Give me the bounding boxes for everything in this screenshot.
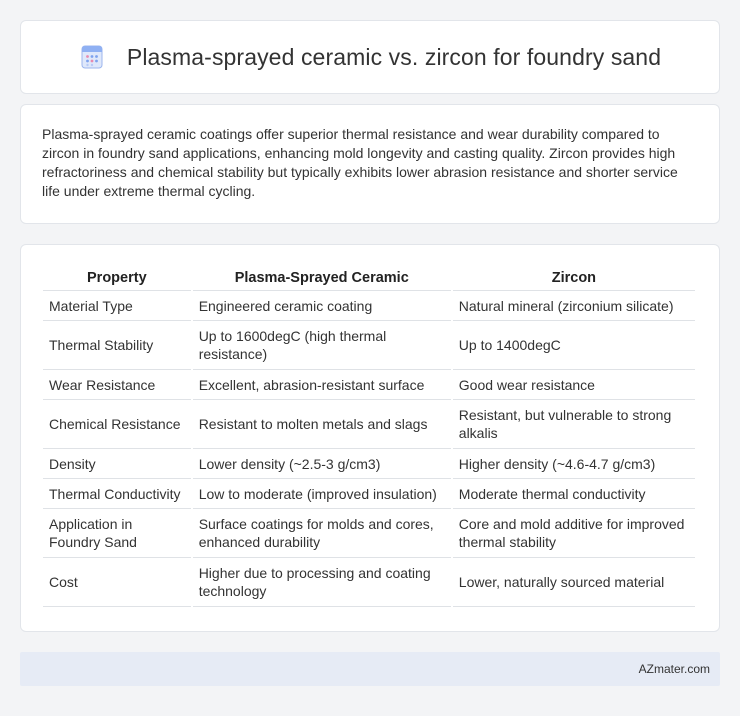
cell-ceramic: Up to 1600degC (high thermal resistance): [193, 321, 451, 370]
title-card: [20, 20, 720, 94]
cell-ceramic: Excellent, abrasion-resistant surface: [193, 370, 451, 400]
cell-ceramic: Engineered ceramic coating: [193, 291, 451, 321]
cell-property: Thermal Stability: [43, 321, 191, 370]
header-zircon: Zircon: [453, 265, 695, 291]
cell-zircon: Resistant, but vulnerable to strong alkalis: [453, 400, 695, 449]
cell-ceramic: Higher due to processing and coating technology: [193, 558, 451, 607]
comparison-table: [41, 265, 697, 607]
footer-brand[interactable]: AZmater.com: [638, 662, 710, 676]
cell-property: Material Type: [43, 291, 191, 321]
cell-property: Thermal Conductivity: [43, 479, 191, 509]
table-row: [43, 400, 695, 449]
summary-card: [20, 104, 720, 224]
table-row: [43, 370, 695, 400]
table-row: [43, 449, 695, 479]
table-row: [43, 321, 695, 370]
table-row: [43, 509, 695, 558]
cell-zircon: Higher density (~4.6-4.7 g/cm3): [453, 449, 695, 479]
cell-property: Density: [43, 449, 191, 479]
cell-zircon: Moderate thermal conductivity: [453, 479, 695, 509]
table-header-row: [43, 265, 695, 291]
cell-property: Chemical Resistance: [43, 400, 191, 449]
cell-ceramic: Resistant to molten metals and slags: [193, 400, 451, 449]
table-row: [43, 479, 695, 509]
cell-zircon: Core and mold additive for improved thermal stability: [453, 509, 695, 558]
summary-text: Plasma-sprayed ceramic coatings offer superior thermal resistance and wear durability compared to zircon in foundry sand applications, enhancing mold longevity and casting quality. Zircon provides high refractoriness and chemical stability but typically exhibits lower abrasion resistance and shorter service life under extreme thermal cycling.: [42, 126, 678, 199]
cell-ceramic: Low to moderate (improved insulation): [193, 479, 451, 509]
table-row: [43, 558, 695, 607]
cell-ceramic: Lower density (~2.5-3 g/cm3): [193, 449, 451, 479]
footer: [20, 652, 720, 686]
cell-zircon: Up to 1400degC: [453, 321, 695, 370]
cell-property: Wear Resistance: [43, 370, 191, 400]
cell-property: Application in Foundry Sand: [43, 509, 191, 558]
page-title: Plasma-sprayed ceramic vs. zircon for foundry sand: [126, 43, 662, 70]
cell-property: Cost: [43, 558, 191, 607]
table-row: [43, 291, 695, 321]
header-plasma-sprayed-ceramic: Plasma-Sprayed Ceramic: [193, 265, 451, 291]
cell-ceramic: Surface coatings for molds and cores, enhanced durability: [193, 509, 451, 558]
title-wrap: [79, 44, 661, 71]
header-property: Property: [43, 265, 191, 291]
cell-zircon: Lower, naturally sourced material: [453, 558, 695, 607]
document-icon: [79, 44, 105, 70]
comparison-table-card: [20, 244, 720, 632]
cell-zircon: Natural mineral (zirconium silicate): [453, 291, 695, 321]
cell-zircon: Good wear resistance: [453, 370, 695, 400]
